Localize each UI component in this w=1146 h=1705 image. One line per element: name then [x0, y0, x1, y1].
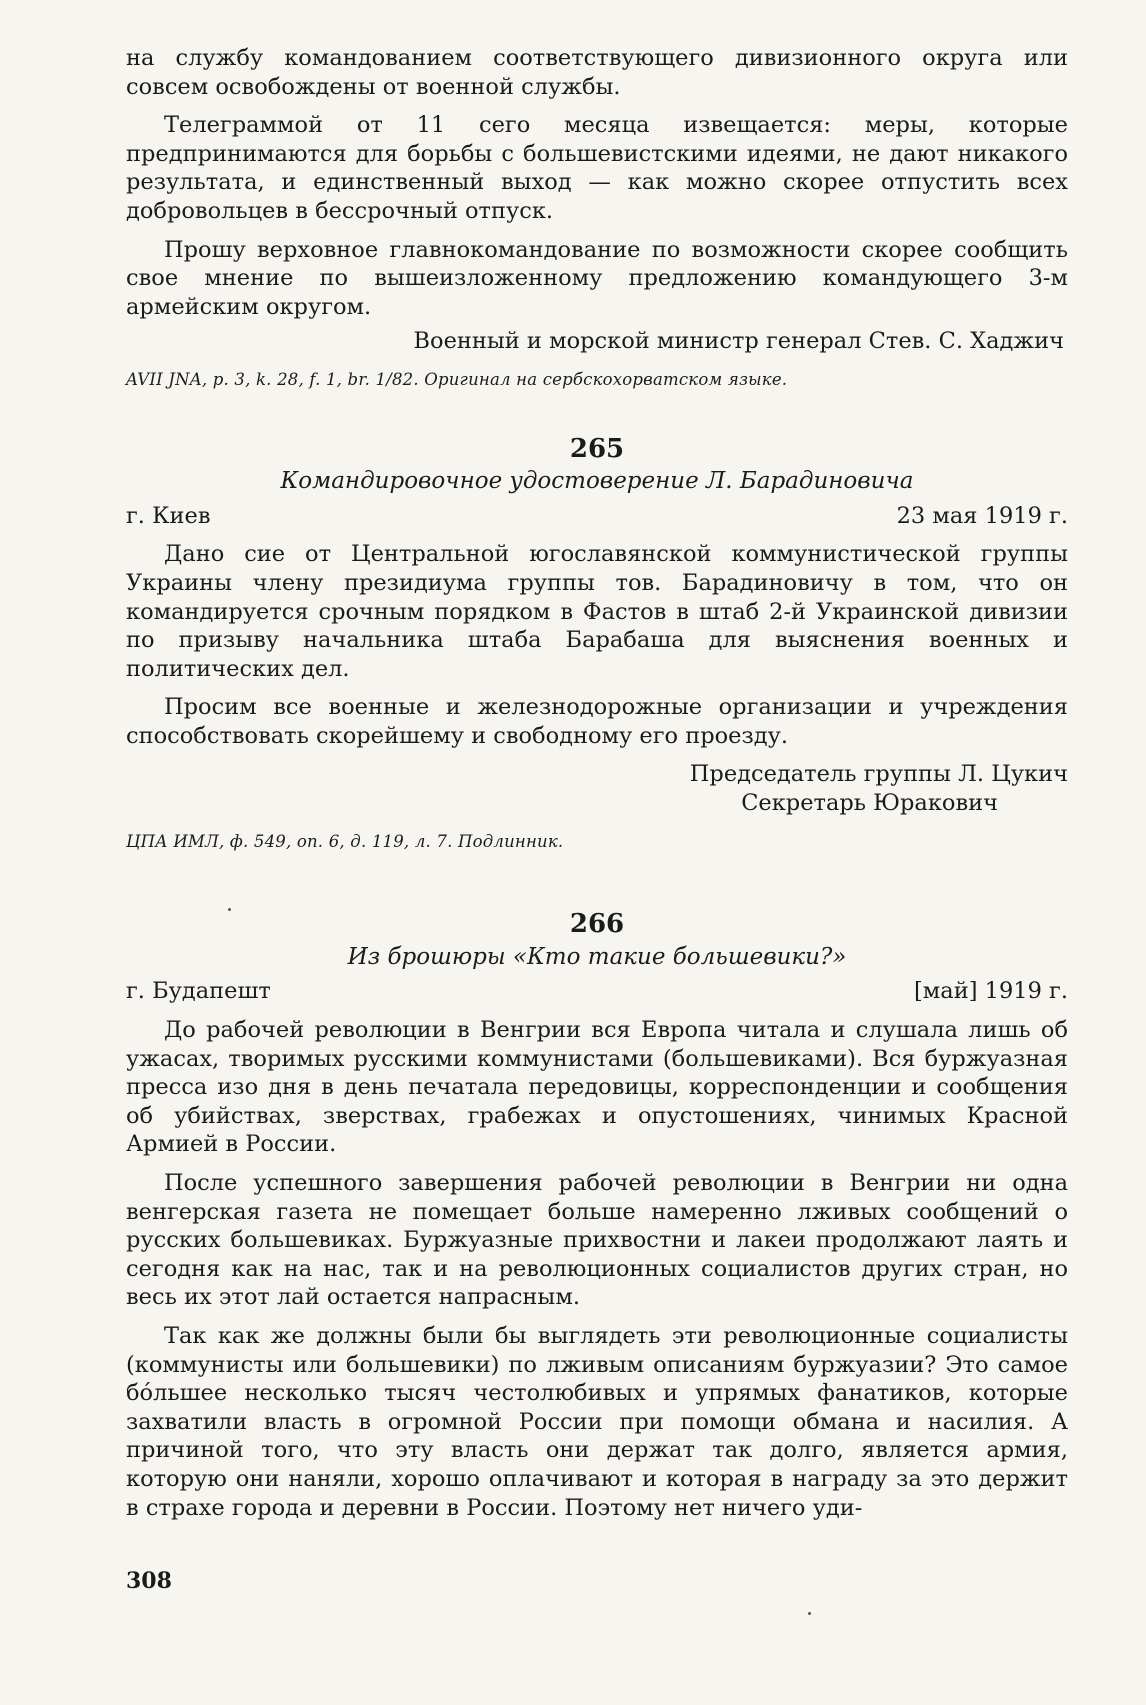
paragraph: Дано сие от Центральной югославянской коммунистической группы Украины члену президиума группы тов. Барадиновичу в том, что он командируется срочным порядком в Фастов в штаб 2-й Украинской дивизии по призыву начальника штаба Барабаша для выяснения военных и политических дел. — [126, 541, 1068, 682]
paragraph: Телеграммой от 11 сего месяца извещается: меры, которые предпринимаются для борьбы с большевистскими идеями, не дают никакого результата, и единственный выход — как можно скорее отпустить всех добровольцев в бессрочный отпуск. — [126, 112, 1068, 224]
paragraph: Так как же должны были бы выглядеть эти революционные социалисты (коммунисты или большевики) по лживым описаниям буржуазии? Это самое бóльшее несколько тысяч честолюбивых и упрямых фанатиков, которые захватили власть в огромной России при помощи обмана и насилия. А причиной того, что эту власть они держат так долго, является армия, которую они наняли, хорошо оплачивают и которая в награду за это держит в страхе города и деревни в России. Поэтому нет ничего уди- — [126, 1322, 1068, 1521]
document-number: 265 — [569, 433, 625, 464]
paragraph: После успешного завершения рабочей революции в Венгрии ни одна венгерская газета не помещает больше намеренно лживых сообщений о русских большевиках. Буржуазные прихвостни и лакеи продолжают лаять и сегодня как на нас, так и на революционных социалистов других стран, но весь их этот лай остается напрасным. — [126, 1170, 1068, 1311]
place-date-line — [126, 977, 1068, 1006]
speck-mark — [808, 1612, 811, 1615]
place: г. Будапешт — [126, 978, 271, 1005]
place-date-line — [126, 502, 1068, 531]
signature: Военный и морской министр генерал Стев. С. Хаджич — [413, 328, 1064, 355]
place: г. Киев — [126, 502, 211, 529]
document-title: Командировочное удостоверение Л. Барадиновича — [280, 468, 914, 495]
speck-mark — [228, 908, 231, 911]
signature: Секретарь Юракович — [741, 790, 998, 817]
document-number: 266 — [569, 909, 625, 940]
date: 23 мая 1919 г. — [896, 502, 1068, 529]
paragraph: До рабочей революции в Венгрии вся Европа читала и слушала лишь об ужасах, творимых русскими коммунистами (большевиками). Вся буржуазная пресса изо дня в день печатала передовицы, корреспонденции и сообщения об убийствах, зверствах, грабежах и опустошениях, чинимых Красной Армией в России. — [126, 1017, 1068, 1158]
paragraph: на службу командованием соответствующего дивизионного округа или совсем освобождены от военной службы. — [126, 45, 1068, 100]
document-title: Из брошюры «Кто такие большевики?» — [347, 943, 847, 970]
source-note: ЦПА ИМЛ, ф. 549, оп. 6, д. 119, л. 7. Подлинник. — [126, 831, 564, 851]
page-number: 308 — [126, 1568, 172, 1594]
paragraph: Прошу верховное главнокомандование по возможности скорее сообщить свое мнение по вышеизложенному предложению командующего 3-м армейским округом. — [126, 236, 1068, 320]
source-note: AVII JNA, p. 3, k. 28, f. 1, br. 1/82. Оригинал на сербскохорватском языке. — [126, 369, 788, 389]
date: [май] 1919 г. — [914, 978, 1068, 1005]
signature: Председатель группы Л. Цукич — [689, 761, 1068, 788]
page-text — [126, 44, 1068, 1522]
paragraph: Просим все военные и железнодорожные организации и учреждения способствовать скорейшему и свободному его проезду. — [126, 694, 1068, 749]
